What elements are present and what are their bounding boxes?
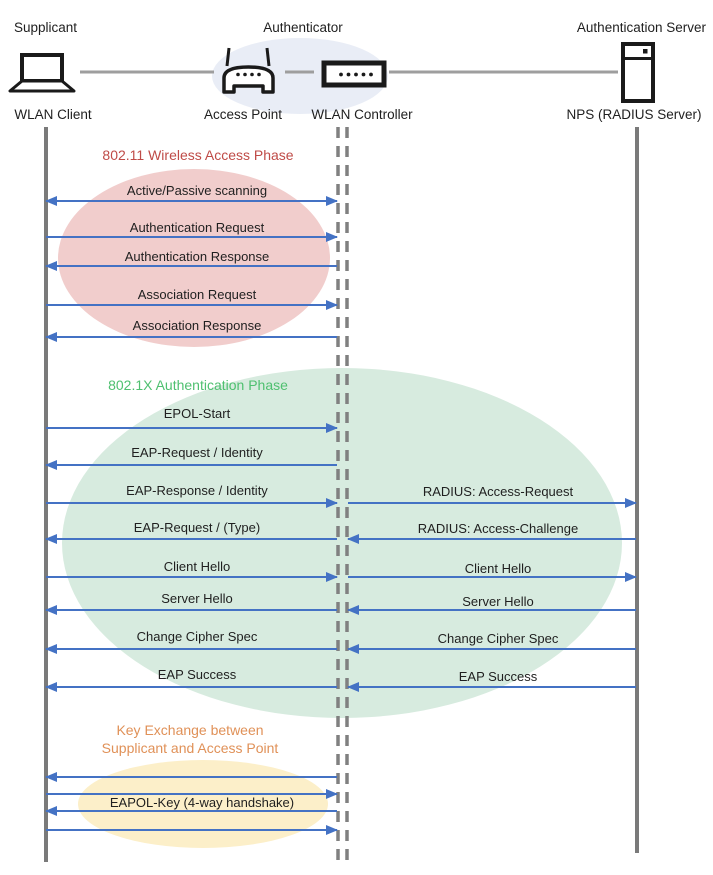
msg-authentication-response: Authentication Response bbox=[124, 249, 270, 264]
msg-radius-access-challenge: RADIUS: Access-Challenge bbox=[417, 521, 579, 536]
phase1-title: 802.11 Wireless Access Phase bbox=[102, 147, 294, 163]
msg-client-hello-right: Client Hello bbox=[464, 561, 532, 576]
wlan-controller-icon bbox=[324, 63, 384, 85]
msg-server-hello-left: Server Hello bbox=[161, 591, 233, 606]
server-icon bbox=[623, 44, 653, 101]
device-access-point: Access Point bbox=[203, 107, 283, 122]
msg-eapol-key-4way-handshake: EAPOL-Key (4-way handshake) bbox=[109, 795, 295, 810]
laptop-icon bbox=[10, 55, 74, 91]
msg-client-hello-left: Client Hello bbox=[163, 559, 231, 574]
msg-association-response: Association Response bbox=[132, 318, 262, 333]
msg-change-cipher-spec-right: Change Cipher Spec bbox=[437, 631, 559, 646]
msg-eap-request-type: EAP-Request / (Type) bbox=[133, 520, 261, 535]
phase3-title-line2: Supplicant and Access Point bbox=[101, 740, 279, 756]
role-authenticator: Authenticator bbox=[263, 20, 343, 35]
phase2-title: 802.1X Authentication Phase bbox=[108, 377, 288, 393]
msg-radius-access-request: RADIUS: Access-Request bbox=[422, 484, 574, 499]
msg-change-cipher-spec-left: Change Cipher Spec bbox=[136, 629, 258, 644]
msg-authentication-request: Authentication Request bbox=[129, 220, 265, 235]
device-wlan-client: WLAN Client bbox=[14, 107, 92, 122]
phase3-title-line1: Key Exchange between bbox=[116, 722, 264, 738]
msg-eap-response-identity: EAP-Response / Identity bbox=[126, 483, 268, 498]
msg-server-hello-right: Server Hello bbox=[462, 594, 534, 609]
msg-eap-request-identity: EAP-Request / Identity bbox=[131, 445, 263, 460]
msg-eap-success-right: EAP Success bbox=[458, 669, 538, 684]
role-authentication-server: Authentication Server bbox=[576, 20, 706, 35]
device-wlan-controller: WLAN Controller bbox=[311, 107, 413, 122]
device-nps-radius-server: NPS (RADIUS Server) bbox=[566, 107, 702, 122]
msg-association-request: Association Request bbox=[137, 287, 257, 302]
role-supplicant: Supplicant bbox=[14, 20, 78, 35]
msg-epol-start: EPOL-Start bbox=[163, 406, 231, 421]
msg-eap-success-left: EAP Success bbox=[157, 667, 237, 682]
msg-active-passive-scanning: Active/Passive scanning bbox=[126, 183, 268, 198]
